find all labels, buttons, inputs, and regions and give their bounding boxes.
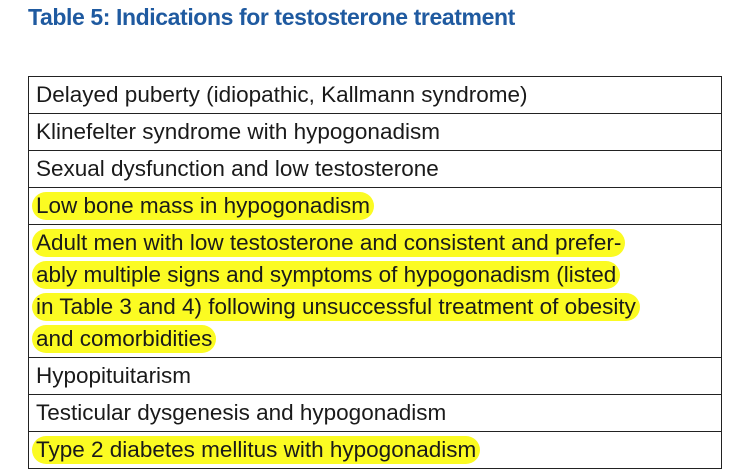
table-cell — [29, 395, 722, 432]
cell-text: Klinefelter syndrome with hypogonadism — [36, 119, 440, 144]
highlighted-text: ably multiple signs and symptoms of hypogonadism (listed — [32, 261, 620, 289]
table-cell — [29, 77, 722, 114]
table-row — [29, 358, 722, 395]
table-row — [29, 151, 722, 188]
highlighted-text: in Table 3 and 4) following unsuccessful treatment of obesity — [32, 293, 640, 321]
indications-table — [28, 76, 722, 469]
table-row — [29, 77, 722, 114]
table-row — [29, 432, 722, 469]
table-row — [29, 225, 722, 358]
table-row — [29, 188, 722, 225]
cell-text: Testicular dysgenesis and hypogonadism — [36, 400, 447, 425]
highlighted-text: Adult men with low testosterone and consistent and prefer- — [32, 229, 625, 257]
table-cell — [29, 188, 722, 225]
table-cell — [29, 225, 722, 358]
cell-text: Hypopituitarism — [36, 363, 192, 388]
table-row — [29, 395, 722, 432]
table-cell — [29, 151, 722, 188]
table-cell — [29, 358, 722, 395]
cell-text: Delayed puberty (idiopathic, Kallmann syndrome) — [36, 82, 528, 107]
highlighted-text: and comorbidities — [32, 325, 216, 353]
highlighted-text: Type 2 diabetes mellitus with hypogonadism — [32, 436, 480, 464]
table-cell — [29, 432, 722, 469]
table-title: Table 5: Indications for testosterone treatment — [28, 4, 515, 30]
table-row — [29, 114, 722, 151]
highlighted-text: Low bone mass in hypogonadism — [32, 192, 374, 220]
table-cell — [29, 114, 722, 151]
cell-text: Sexual dysfunction and low testosterone — [36, 156, 439, 181]
